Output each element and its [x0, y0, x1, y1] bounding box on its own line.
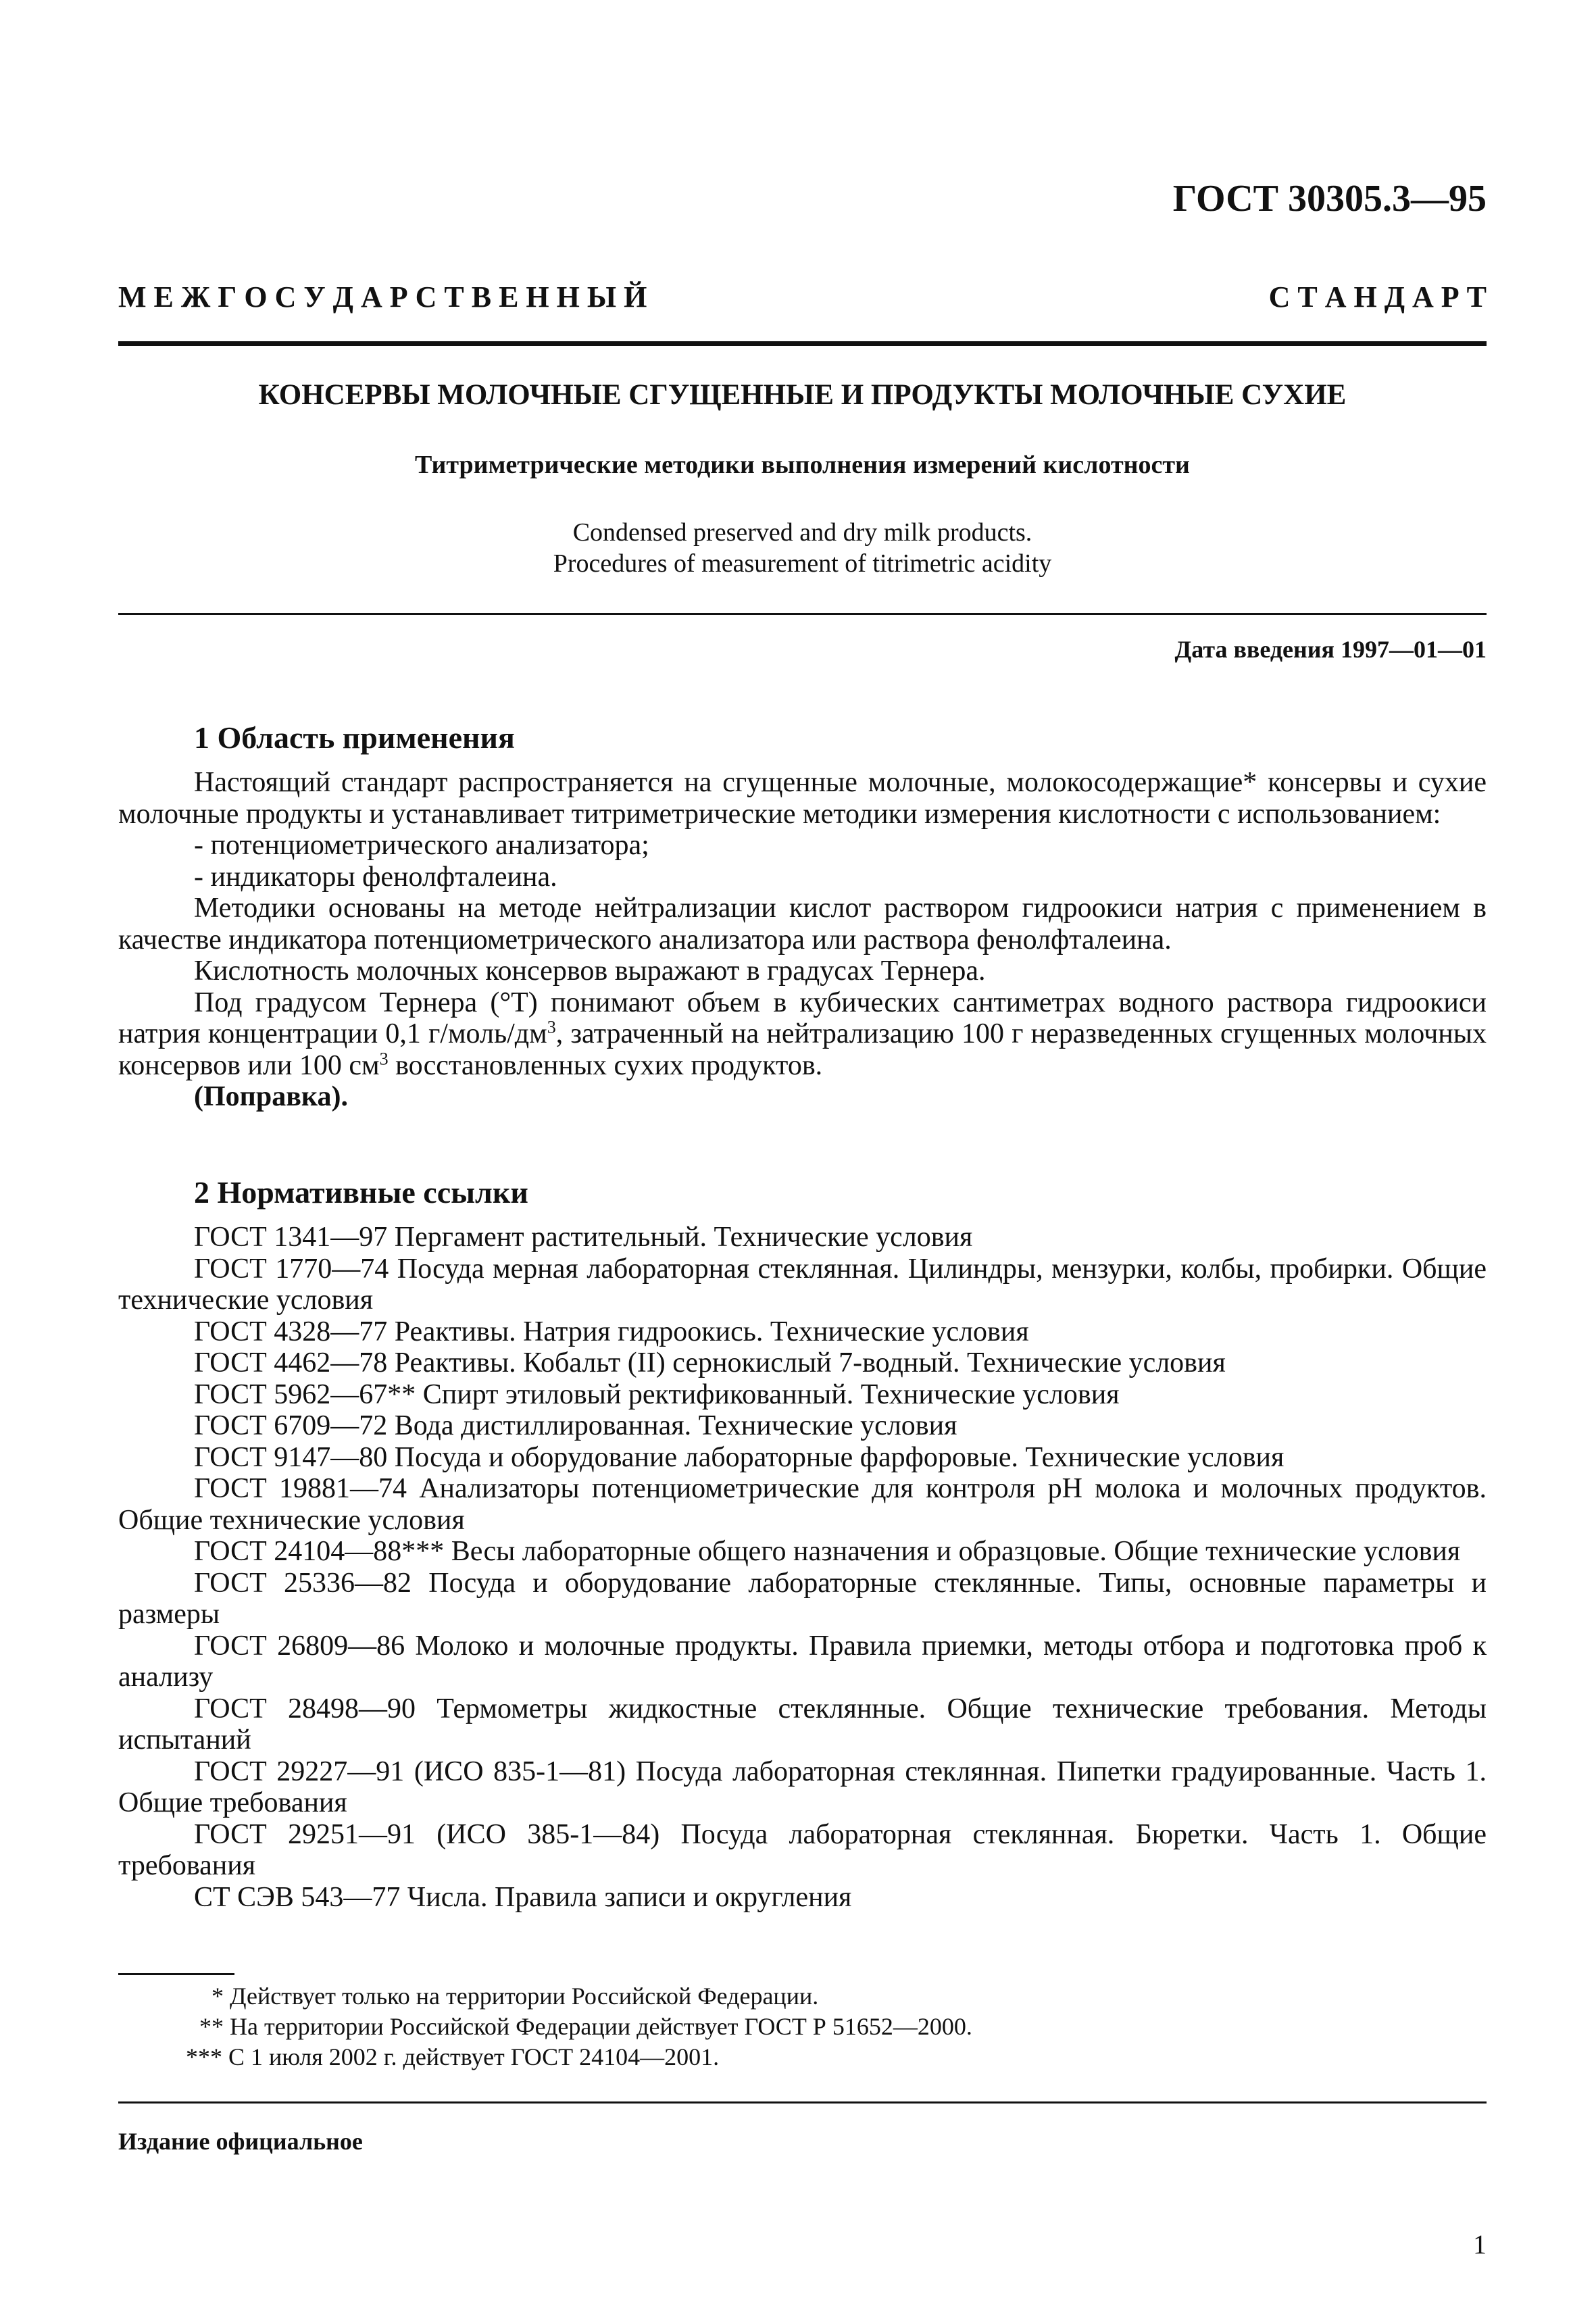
header-rule: [118, 341, 1487, 346]
english-title: [118, 517, 1487, 579]
document-title: КОНСЕРВЫ МОЛОЧНЫЕ СГУЩЕННЫЕ И ПРОДУКТЫ МОЛОЧНЫЕ СУХИЕ: [258, 379, 1347, 411]
official-edition-label: Издание официальное: [118, 2128, 363, 2155]
reference-item: ГОСТ 26809—86 Молоко и молочные продукты. Правила приемки, методы отбора и подготовка проб к анализу: [118, 1630, 1487, 1693]
english-title-line-1: Condensed preserved and dry milk products.: [572, 518, 1032, 547]
amendment-note: (Поправка).: [194, 1081, 348, 1112]
section-2-heading: 2 Нормативные ссылки: [194, 1175, 528, 1210]
reference-item: ГОСТ 19881—74 Анализаторы потенциометрические для контроля pH молока и молочных продуктов. Общие технические условия: [118, 1473, 1487, 1536]
reference-item: ГОСТ 24104—88*** Весы лабораторные общего назначения и образцовые. Общие технические условия: [194, 1536, 1461, 1567]
normative-references-list: [118, 1222, 1487, 1913]
section-1-body: [118, 767, 1487, 1113]
footnotes: [118, 1981, 1487, 2072]
reference-item: ГОСТ 4328—77 Реактивы. Натрия гидроокись. Технические условия: [194, 1316, 1029, 1347]
reference-item: ГОСТ 28498—90 Термометры жидкостные стеклянные. Общие технические требования. Методы испытаний: [118, 1693, 1487, 1756]
reference-item: ГОСТ 6709—72 Вода дистиллированная. Технические условия: [194, 1410, 957, 1441]
reference-item: ГОСТ 29227—91 (ИСО 835-1—81) Посуда лабораторная стеклянная. Пипетки градуированные. Часть 1. Общие требования: [118, 1756, 1487, 1818]
interstate-word: М Е Ж Г О С У Д А Р С Т В Е Н Н Ы Й: [118, 280, 647, 314]
reference-item: ГОСТ 1341—97 Пергамент растительный. Технические условия: [194, 1222, 973, 1253]
footer-rule: [118, 2101, 1487, 2104]
footnote-rule: [118, 1973, 234, 1975]
footnote-2: ** На территории Российской Федерации действует ГОСТ Р 51652—2000.: [199, 2013, 972, 2040]
footnote-1: * Действует только на территории Российской Федерации.: [211, 1983, 819, 2010]
turner-degree-paragraph: Под градусом Тернера (°Т) понимают объем в кубических сантиметрах водного раствора гидроокиси натрия концентрации 0,1 $г/моль/дм^3$, затраченный на нейтрализацию 100 г неразведенных сгущенных молочных консервов или 100 $см^3$ восстановленных сухих продуктов.: [118, 987, 1487, 1081]
reference-item: ГОСТ 5962—67** Спирт этиловый ректификованный. Технические условия: [194, 1378, 1120, 1410]
standard-word: С Т А Н Д А Р Т: [1268, 280, 1487, 314]
reference-item: ГОСТ 9147—80 Посуда и оборудование лабораторные фарфоровые. Технические условия: [194, 1441, 1285, 1473]
reference-item: ГОСТ 1770—74 Посуда мерная лабораторная стеклянная. Цилиндры, мензурки, колбы, пробирки. Общие технические условия: [118, 1253, 1487, 1316]
english-title-line-2: Procedures of measurement of titrimetric acidity: [553, 549, 1052, 578]
page-number: 1: [1473, 2229, 1487, 2260]
scope-item-1: - потенциометрического анализатора;: [194, 830, 649, 861]
gost-number: ГОСТ 30305.3—95: [1172, 178, 1487, 220]
scope-paragraph: Настоящий стандарт распространяется на сгущенные молочные, молокосодержащие* консервы и сухие молочные продукты и устанавливает титриметрические методики измерения кислотности с использованием:: [118, 767, 1487, 830]
introduction-date: Дата введения 1997—01—01: [1174, 636, 1487, 663]
interstate-standard-banner: [118, 280, 1487, 314]
reference-item: ГОСТ 25336—82 Посуда и оборудование лабораторные стеклянные. Типы, основные параметры и размеры: [118, 1567, 1487, 1630]
reference-item: СТ СЭВ 543—77 Числа. Правила записи и округления: [194, 1881, 852, 1913]
title-rule: [118, 613, 1487, 615]
section-1-heading: 1 Область применения: [194, 720, 515, 755]
reference-item: ГОСТ 29251—91 (ИСО 385-1—84) Посуда лабораторная стеклянная. Бюретки. Часть 1. Общие требования: [118, 1818, 1487, 1881]
document-subtitle: Титриметрические методики выполнения измерений кислотности: [415, 451, 1190, 479]
acidity-paragraph: Кислотность молочных консервов выражают в градусах Тернера.: [194, 955, 986, 987]
reference-item: ГОСТ 4462—78 Реактивы. Кобальт (II) сернокислый 7-водный. Технические условия: [194, 1347, 1226, 1378]
method-paragraph: Методики основаны на методе нейтрализации кислот раствором гидроокиси натрия с применением в качестве индикатора потенциометрического анализатора или раствора фенолфталеина.: [118, 893, 1487, 955]
footnote-3: *** С 1 июля 2002 г. действует ГОСТ 24104—2001.: [186, 2043, 720, 2070]
scope-item-2: - индикаторы фенолфталеина.: [194, 861, 557, 893]
